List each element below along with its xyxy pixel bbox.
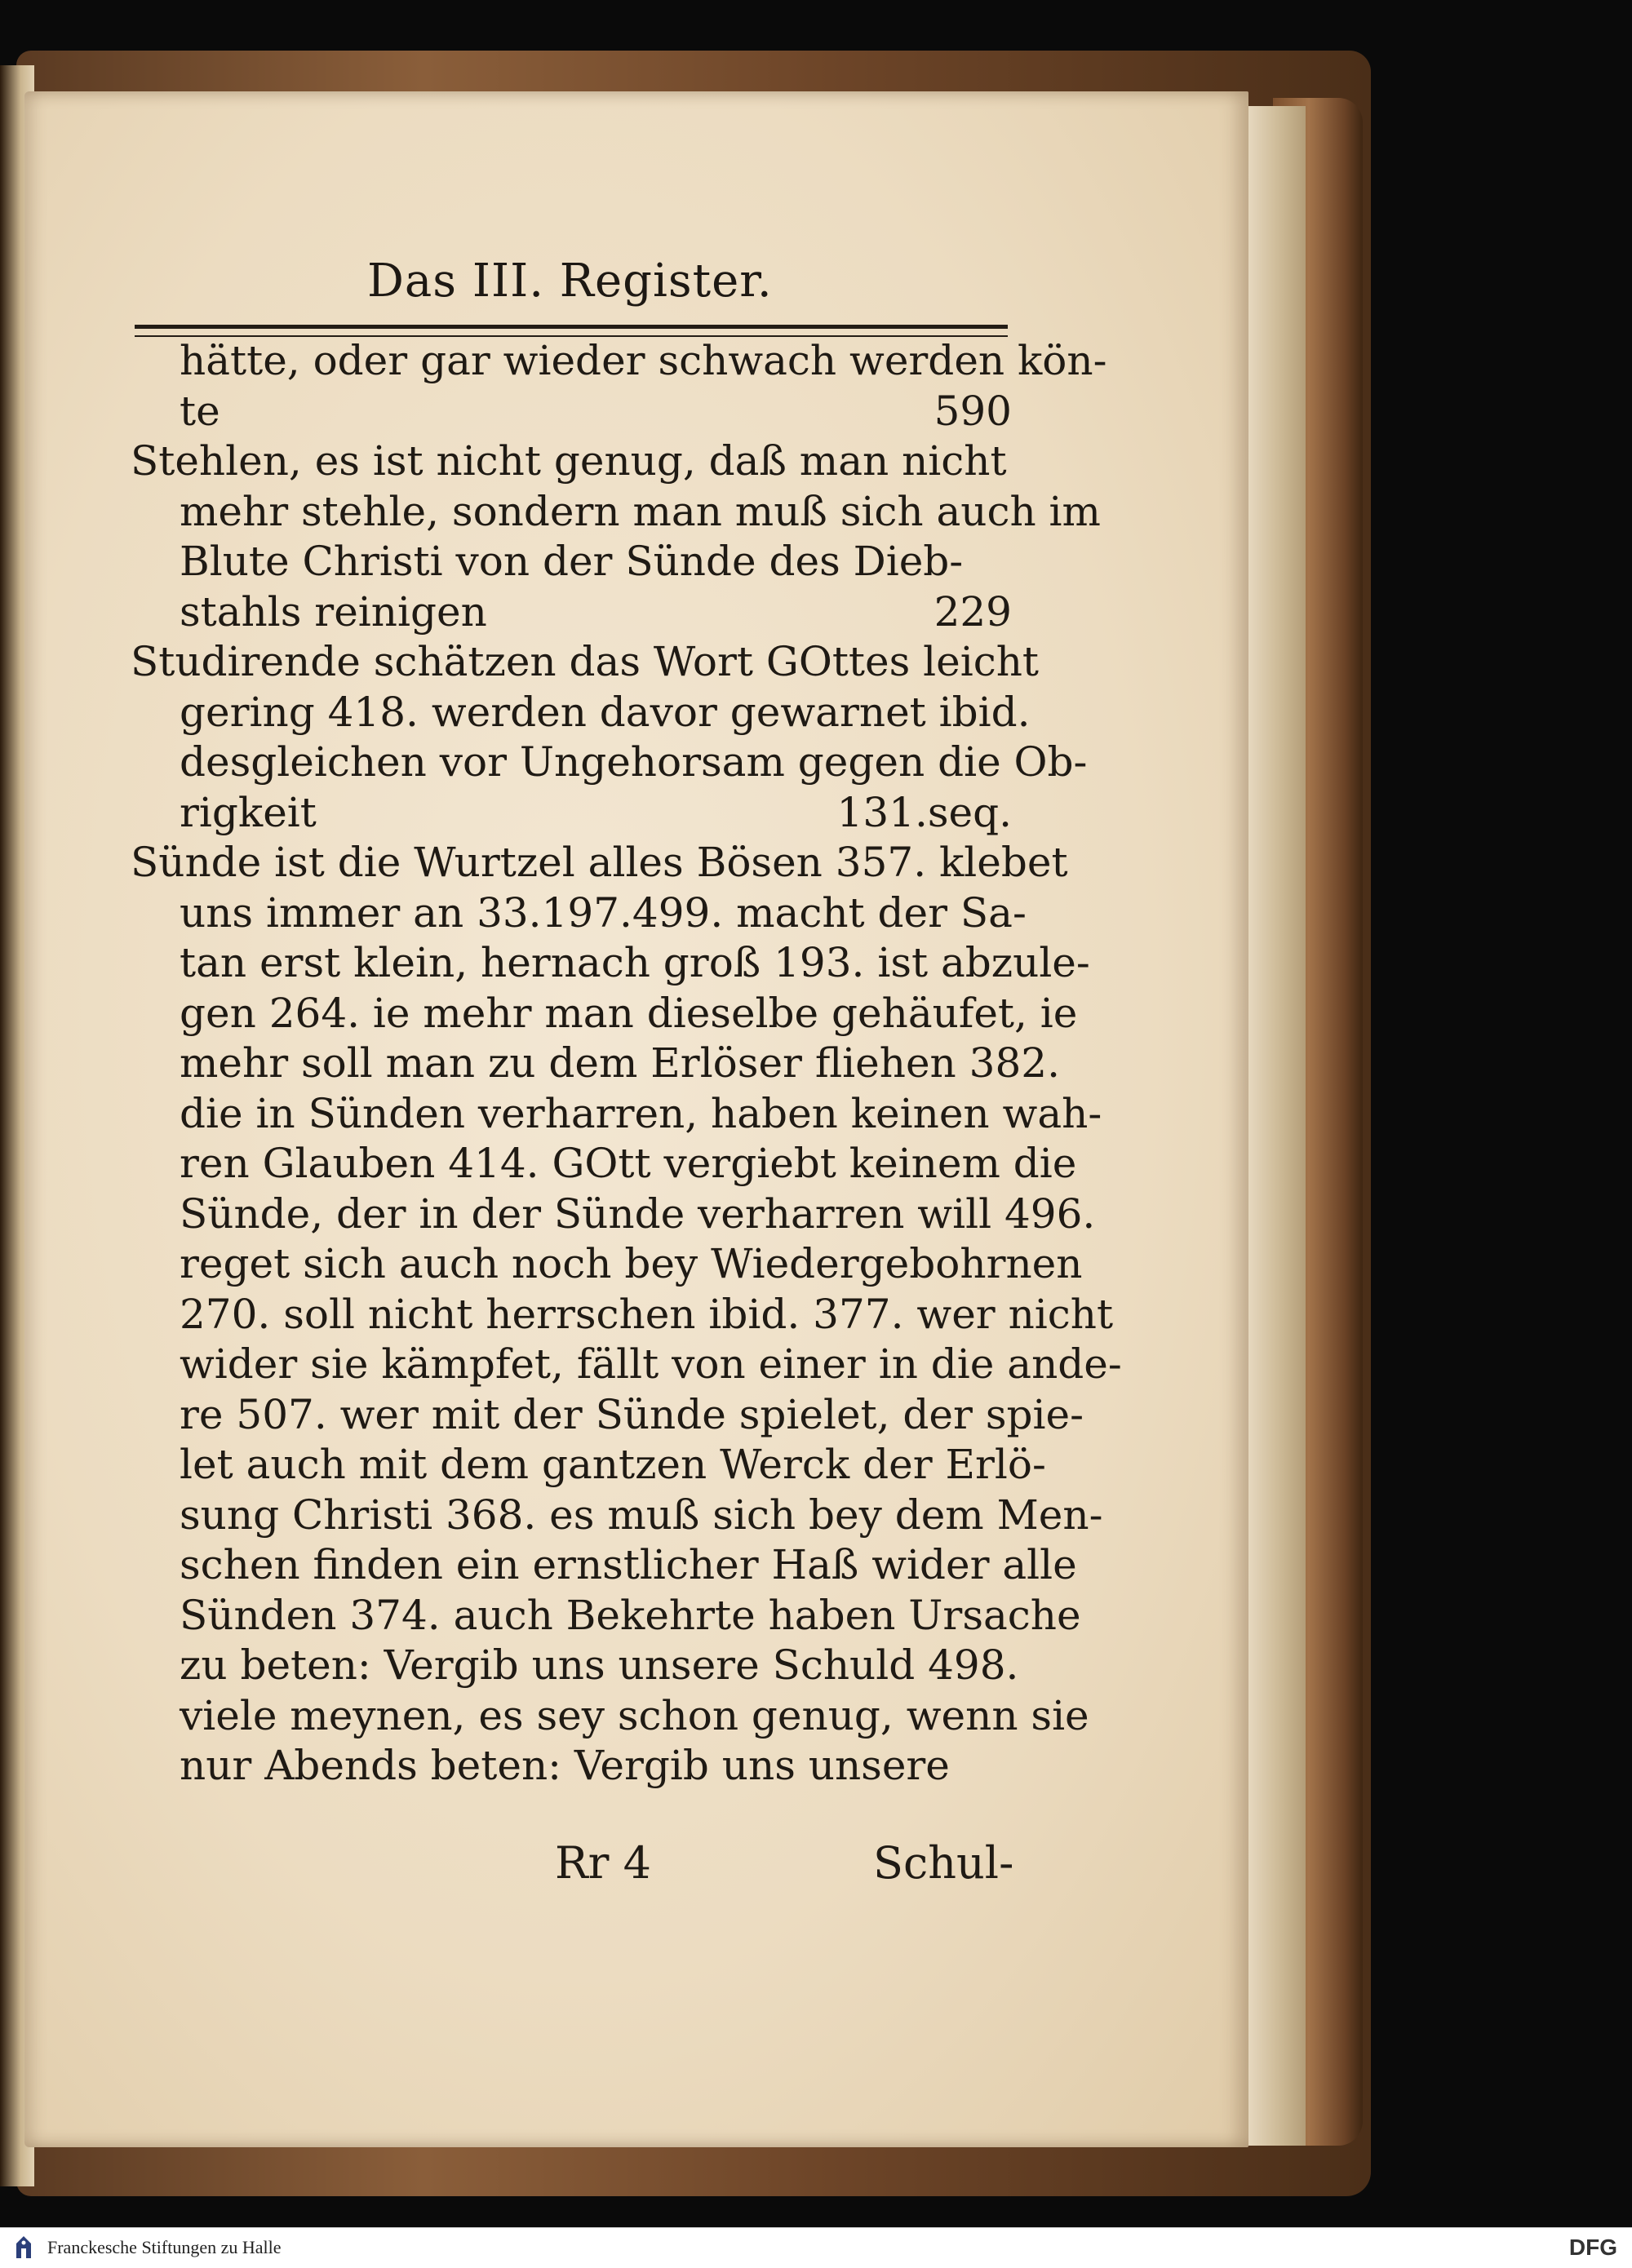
text-line	[131, 838, 1068, 888]
line-text: viele meynen, es sey schon genug, wenn sie	[180, 1691, 1089, 1739]
catchword: Schul-	[873, 1837, 1014, 1889]
page-reference: 131.seq.	[836, 788, 1012, 836]
text-line	[131, 788, 1012, 839]
line-text: desgleichen vor Ungehorsam gegen die Ob-	[180, 738, 1088, 786]
line-text: Sünde ist die Wurtzel alles Bösen 357. klebet	[131, 839, 1068, 886]
text-line	[131, 1491, 1103, 1541]
line-text: reget sich auch noch bey Wiedergebohrnen	[180, 1240, 1083, 1287]
text-line	[131, 738, 1088, 788]
line-text: Sünde, der in der Sünde verharren will 496.	[180, 1189, 1096, 1238]
line-text: Stehlen, es ist nicht genug, daß man nicht	[131, 437, 1007, 485]
line-text: wider sie kämpfet, fällt von einer in die ande-	[180, 1340, 1122, 1388]
page-header: Das III. Register.	[367, 255, 773, 308]
text-line	[131, 637, 1040, 688]
text-line	[131, 436, 1012, 487]
line-text: zu beten: Vergib uns unsere Schuld 498.	[180, 1641, 1019, 1689]
text-line	[131, 938, 1090, 989]
line-text: mehr soll man zu dem Erlöser fliehen 382.	[180, 1039, 1060, 1087]
text-line	[131, 1290, 1114, 1340]
line-text: stahls reinigen	[180, 587, 487, 636]
text-line	[131, 1540, 1077, 1591]
footer-bar	[0, 2227, 1632, 2268]
text-line	[131, 1591, 1081, 1641]
line-text: gering 418. werden davor gewarnet ibid.	[180, 688, 1031, 736]
line-text: 270. soll nicht herrschen ibid. 377. wer nicht	[180, 1290, 1114, 1338]
line-text: uns immer an 33.197.499. macht der Sa-	[180, 888, 1027, 937]
text-line	[131, 487, 1101, 538]
line-text: ren Glauben 414. GOtt vergiebt keinem die	[180, 1140, 1077, 1187]
page-reference: 229	[934, 587, 1012, 636]
institution-name: Franckesche Stiftungen zu Halle	[47, 2237, 282, 2257]
line-text: schen finden ein ernstlicher Haß wider alle	[180, 1541, 1077, 1588]
text-line	[131, 1039, 1060, 1089]
text-line	[131, 537, 1012, 587]
text-line	[131, 1390, 1084, 1441]
text-line	[131, 1139, 1077, 1189]
line-text: Blute Christi von der Sünde des Dieb-	[180, 538, 964, 585]
line-text: let auch mit dem gantzen Werck der Erlö-	[180, 1441, 1046, 1488]
text-line	[131, 336, 1107, 387]
text-line	[131, 1189, 1096, 1240]
line-text: sung Christi 368. es muß sich bey dem Men-	[180, 1491, 1103, 1539]
institution-logo-icon	[11, 2234, 36, 2261]
line-text: te	[180, 387, 220, 435]
text-line	[131, 1239, 1083, 1290]
text-line	[131, 387, 1012, 437]
text-line	[131, 888, 1027, 939]
line-text: Studirende schätzen das Wort GOttes leicht	[131, 638, 1040, 685]
text-line	[131, 1089, 1102, 1140]
line-text: rigkeit	[180, 788, 317, 836]
text-line	[131, 1741, 1012, 1792]
text-line	[131, 1440, 1046, 1491]
text-line	[131, 587, 1012, 638]
line-text: mehr stehle, sondern man muß sich auch im	[180, 487, 1101, 535]
index-text	[131, 336, 1122, 1792]
line-text: nur Abends beten: Vergib uns unsere	[180, 1742, 950, 1789]
line-text: gen 264. ie mehr man dieselbe gehäufet, ie	[180, 989, 1078, 1037]
text-line	[131, 1691, 1089, 1742]
text-line	[131, 688, 1031, 738]
book-page	[24, 91, 1248, 2147]
header-rule	[135, 325, 1008, 337]
line-text: die in Sünden verharren, haben keinen wah-	[180, 1089, 1102, 1137]
line-text: hätte, oder gar wieder schwach werden kön-	[180, 337, 1107, 384]
signature-mark: Rr 4	[555, 1837, 651, 1889]
text-line	[131, 989, 1078, 1039]
page-reference: 590	[934, 387, 1012, 435]
text-line	[131, 1641, 1019, 1691]
line-text: tan erst klein, hernach groß 193. ist abzule-	[180, 939, 1090, 986]
line-text: Sünden 374. auch Bekehrte haben Ursache	[180, 1591, 1081, 1639]
text-line	[131, 1340, 1122, 1390]
dfg-logo: DFG	[1568, 2235, 1617, 2260]
line-text: re 507. wer mit der Sünde spielet, der spie-	[180, 1390, 1084, 1438]
